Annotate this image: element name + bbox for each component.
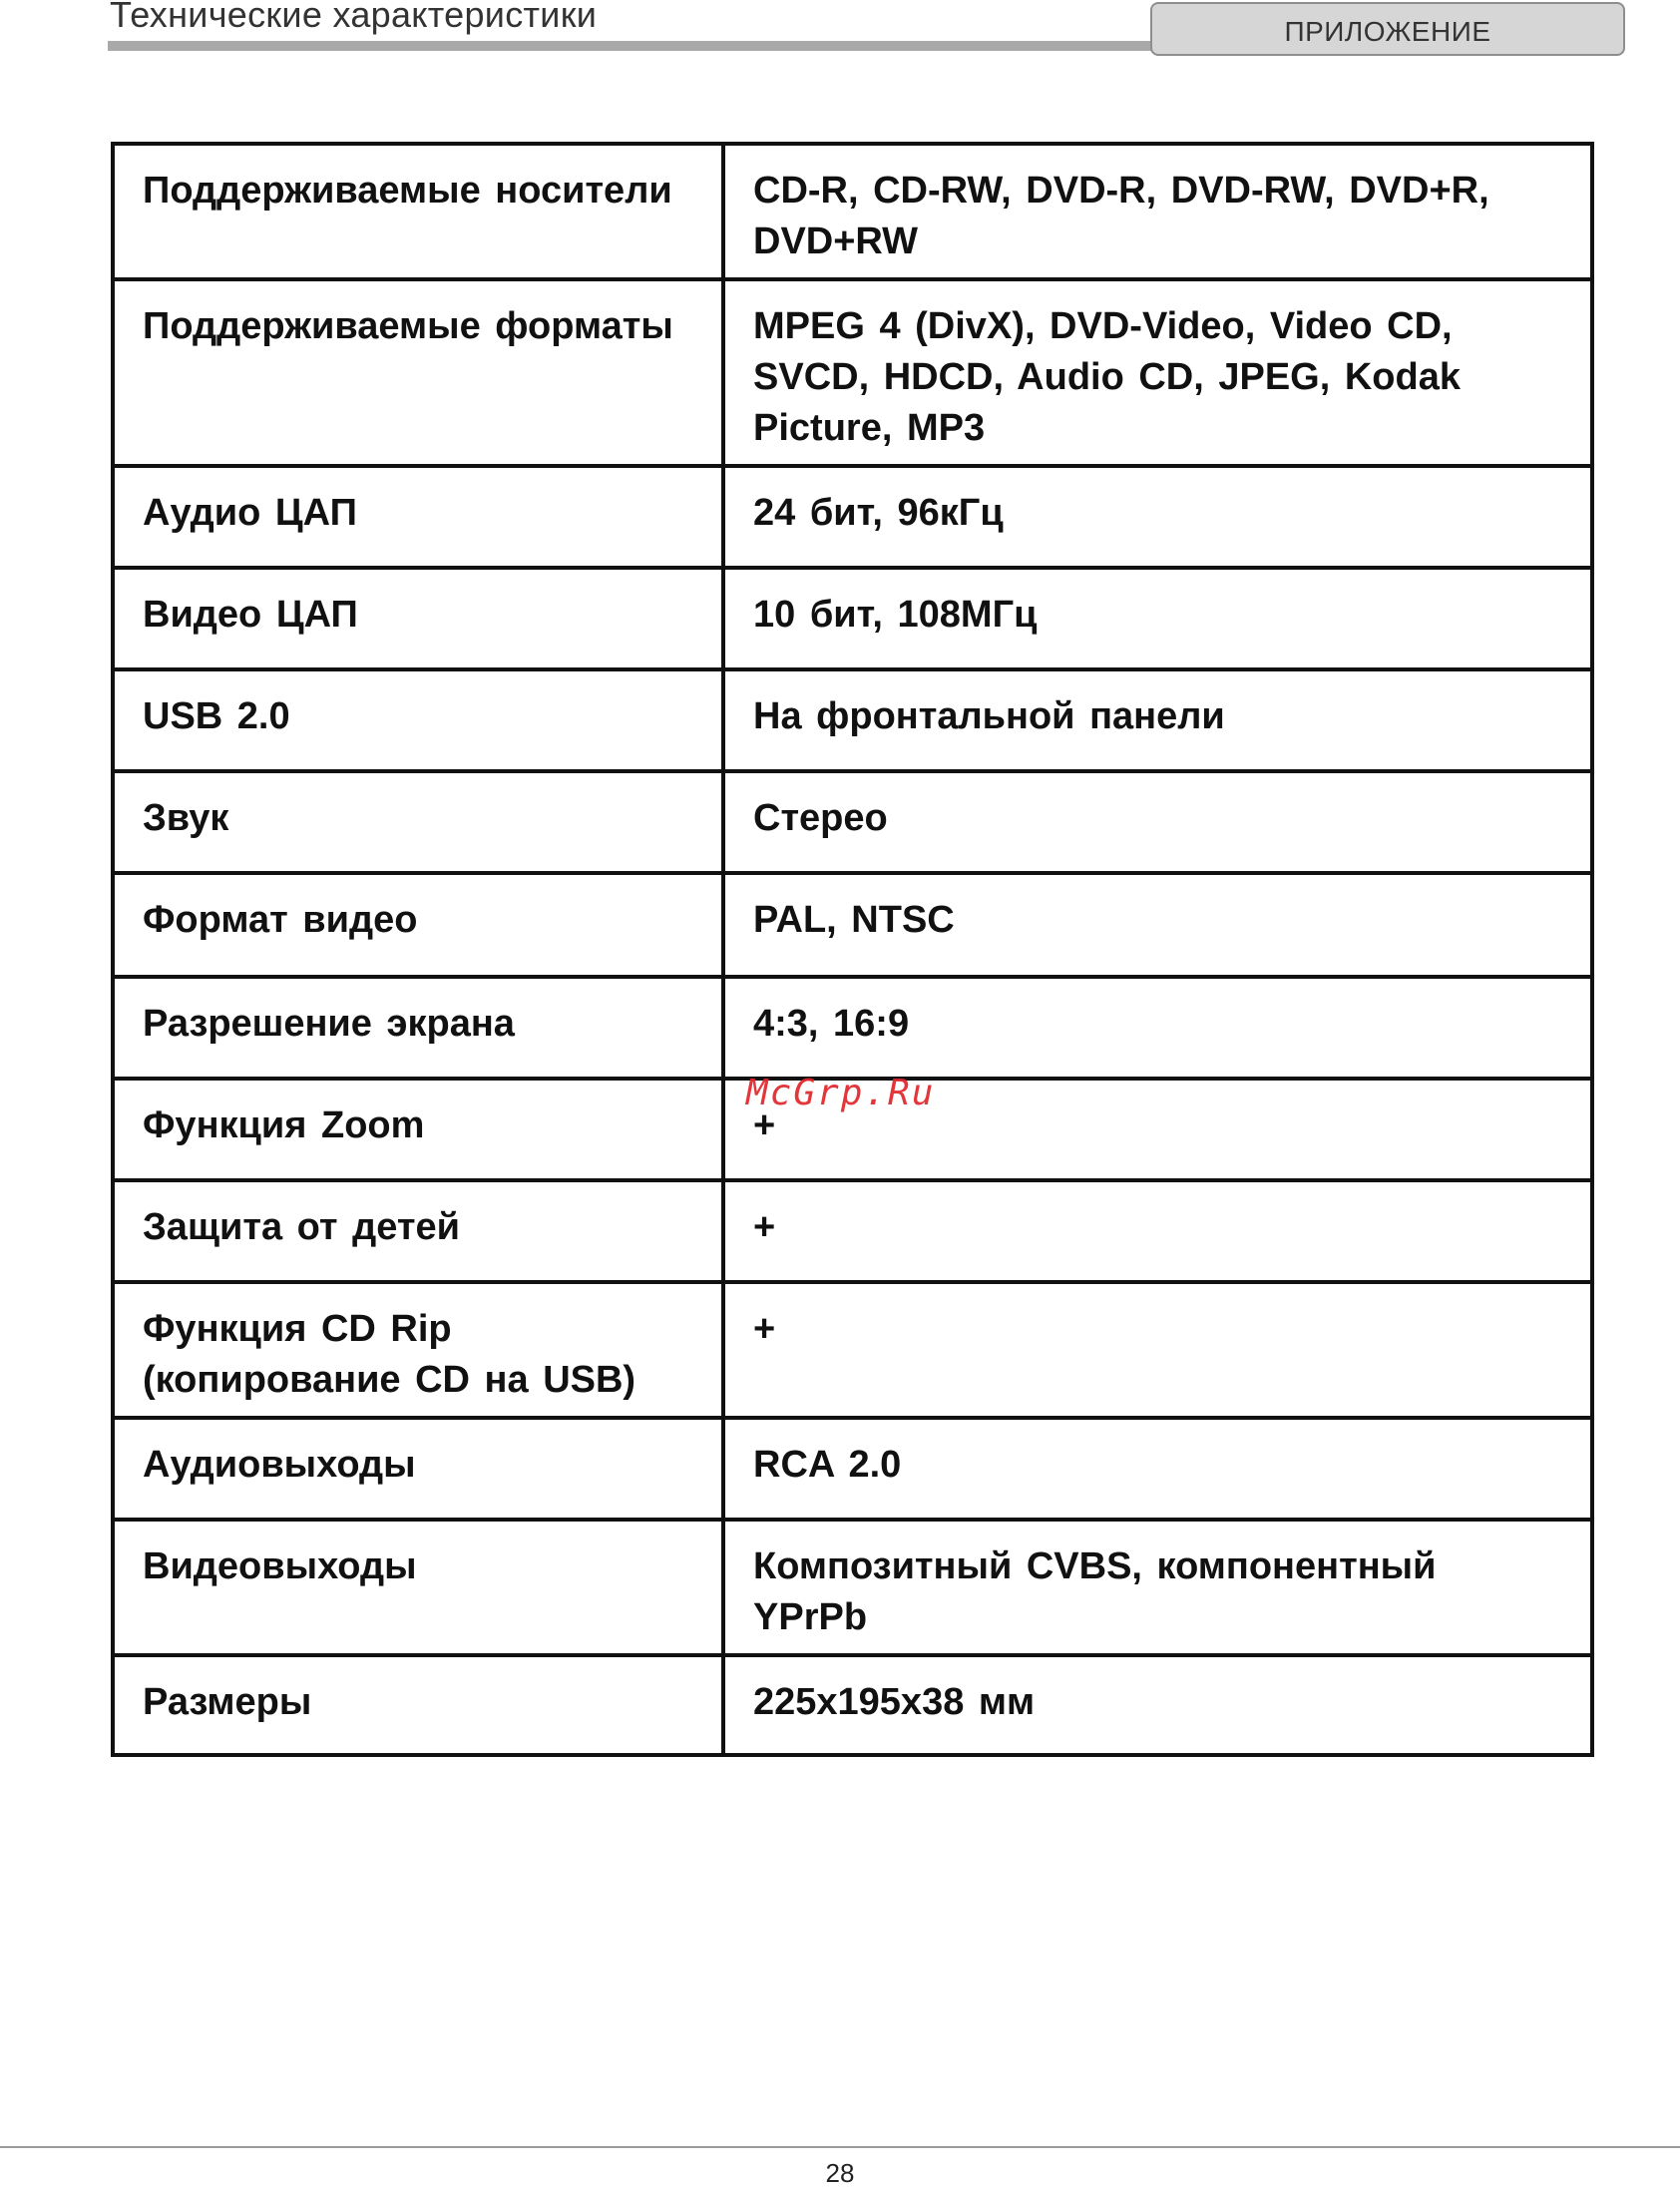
spec-label: Поддерживаемые форматы bbox=[113, 279, 723, 466]
table-row bbox=[113, 977, 1592, 1079]
spec-label: Аудиовыходы bbox=[113, 1418, 723, 1520]
spec-label: Защита от детей bbox=[113, 1180, 723, 1282]
spec-value: Композитный CVBS, компонентный YPrPb bbox=[723, 1520, 1592, 1655]
spec-value: + bbox=[723, 1079, 1592, 1180]
spec-value: На фронтальной панели bbox=[723, 669, 1592, 771]
spec-value: PAL, NTSC bbox=[723, 873, 1592, 977]
watermark-text: McGrp.Ru bbox=[746, 1073, 936, 1113]
table-row bbox=[113, 279, 1592, 466]
spec-value: 10 бит, 108МГц bbox=[723, 568, 1592, 669]
spec-label: Звук bbox=[113, 771, 723, 873]
table-row bbox=[113, 466, 1592, 568]
table-row bbox=[113, 873, 1592, 977]
page-number: 28 bbox=[825, 2158, 855, 2188]
table-row bbox=[113, 771, 1592, 873]
section-title: Технические характеристики bbox=[110, 0, 598, 35]
spec-label: Функция CD Rip (копирование CD на USB) bbox=[113, 1282, 723, 1418]
table-row bbox=[113, 1282, 1592, 1418]
spec-value: Стерео bbox=[723, 771, 1592, 873]
spec-value: 4:3, 16:9 bbox=[723, 977, 1592, 1079]
spec-label: Разрешение экрана bbox=[113, 977, 723, 1079]
spec-label: USB 2.0 bbox=[113, 669, 723, 771]
spec-label: Функция Zoom bbox=[113, 1079, 723, 1180]
spec-value: MPEG 4 (DivX), DVD-Video, Video CD, SVCD, HDCD, Audio CD, JPEG, Kodak Picture, MP3 bbox=[723, 279, 1592, 466]
spec-label: Формат видео bbox=[113, 873, 723, 977]
table-row bbox=[113, 1655, 1592, 1755]
appendix-tab: ПРИЛОЖЕНИЕ bbox=[1150, 2, 1625, 56]
spec-value: 24 бит, 96кГц bbox=[723, 466, 1592, 568]
table-row bbox=[113, 1418, 1592, 1520]
spec-value: RCA 2.0 bbox=[723, 1418, 1592, 1520]
spec-label: Размеры bbox=[113, 1655, 723, 1755]
spec-value: 225x195x38 мм bbox=[723, 1655, 1592, 1755]
spec-label: Видео ЦАП bbox=[113, 568, 723, 669]
table-row bbox=[113, 669, 1592, 771]
spec-value: + bbox=[723, 1180, 1592, 1282]
footer-divider bbox=[0, 2146, 1680, 2148]
spec-label: Поддерживаемые носители bbox=[113, 144, 723, 279]
header-divider bbox=[108, 41, 1157, 51]
spec-value: CD-R, CD-RW, DVD-R, DVD-RW, DVD+R, DVD+RW bbox=[723, 144, 1592, 279]
specifications-table bbox=[111, 142, 1594, 1757]
table-row bbox=[113, 144, 1592, 279]
table-row bbox=[113, 1180, 1592, 1282]
table-row bbox=[113, 568, 1592, 669]
spec-label: Видеовыходы bbox=[113, 1520, 723, 1655]
spec-label: Аудио ЦАП bbox=[113, 466, 723, 568]
spec-value: + bbox=[723, 1282, 1592, 1418]
table-row bbox=[113, 1520, 1592, 1655]
